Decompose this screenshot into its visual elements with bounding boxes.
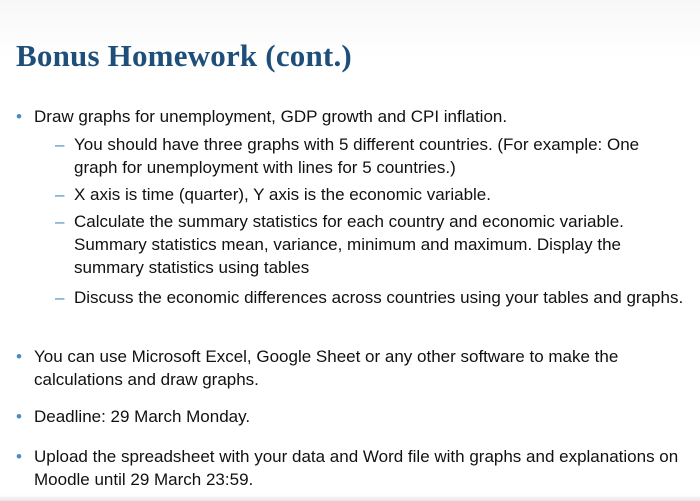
bullet-marker: • bbox=[16, 447, 22, 466]
sub-bullet-text: You should have three graphs with 5 different countries. (For example: One graph for unemployment with lines for 5 countries.) bbox=[74, 135, 640, 177]
bullet-text: Draw graphs for unemployment, GDP growth and CPI inflation. bbox=[34, 107, 508, 126]
bullet-text: Upload the spreadsheet with your data and Word file with graphs and explanations on Moodle until 29 March 23:59. bbox=[34, 447, 679, 489]
bullet-marker: • bbox=[16, 407, 22, 426]
dash-marker: – bbox=[55, 185, 65, 204]
sub-bullet-text: X axis is time (quarter), Y axis is the economic variable. bbox=[74, 185, 491, 204]
bullet-text: Deadline: 29 March Monday. bbox=[34, 407, 251, 426]
sub-bullet-item bbox=[55, 210, 687, 279]
sub-bullet-item bbox=[55, 183, 687, 206]
slide-title: Bonus Homework (cont.) bbox=[16, 38, 352, 73]
sub-bullet-text: Discuss the economic differences across countries using your tables and graphs. bbox=[74, 288, 684, 307]
dash-marker: – bbox=[55, 135, 65, 154]
sub-bullet-item bbox=[55, 286, 687, 309]
bullet-marker: • bbox=[16, 107, 22, 126]
bullet-item bbox=[16, 405, 686, 428]
dash-marker: – bbox=[55, 212, 65, 231]
sub-bullet-item bbox=[55, 133, 687, 179]
bullet-text: You can use Microsoft Excel, Google Sheet or any other software to make the calculations and draw graphs. bbox=[34, 347, 619, 389]
bullet-item bbox=[16, 345, 686, 391]
bullet-item bbox=[16, 445, 686, 491]
slide-bottom-edge bbox=[0, 495, 700, 501]
bullet-item bbox=[16, 105, 686, 128]
sub-bullet-text: Calculate the summary statistics for each country and economic variable. Summary statistics mean, variance, minimum and maximum. Display the summary statistics using tables bbox=[74, 212, 624, 277]
bullet-marker: • bbox=[16, 347, 22, 366]
dash-marker: – bbox=[55, 288, 65, 307]
